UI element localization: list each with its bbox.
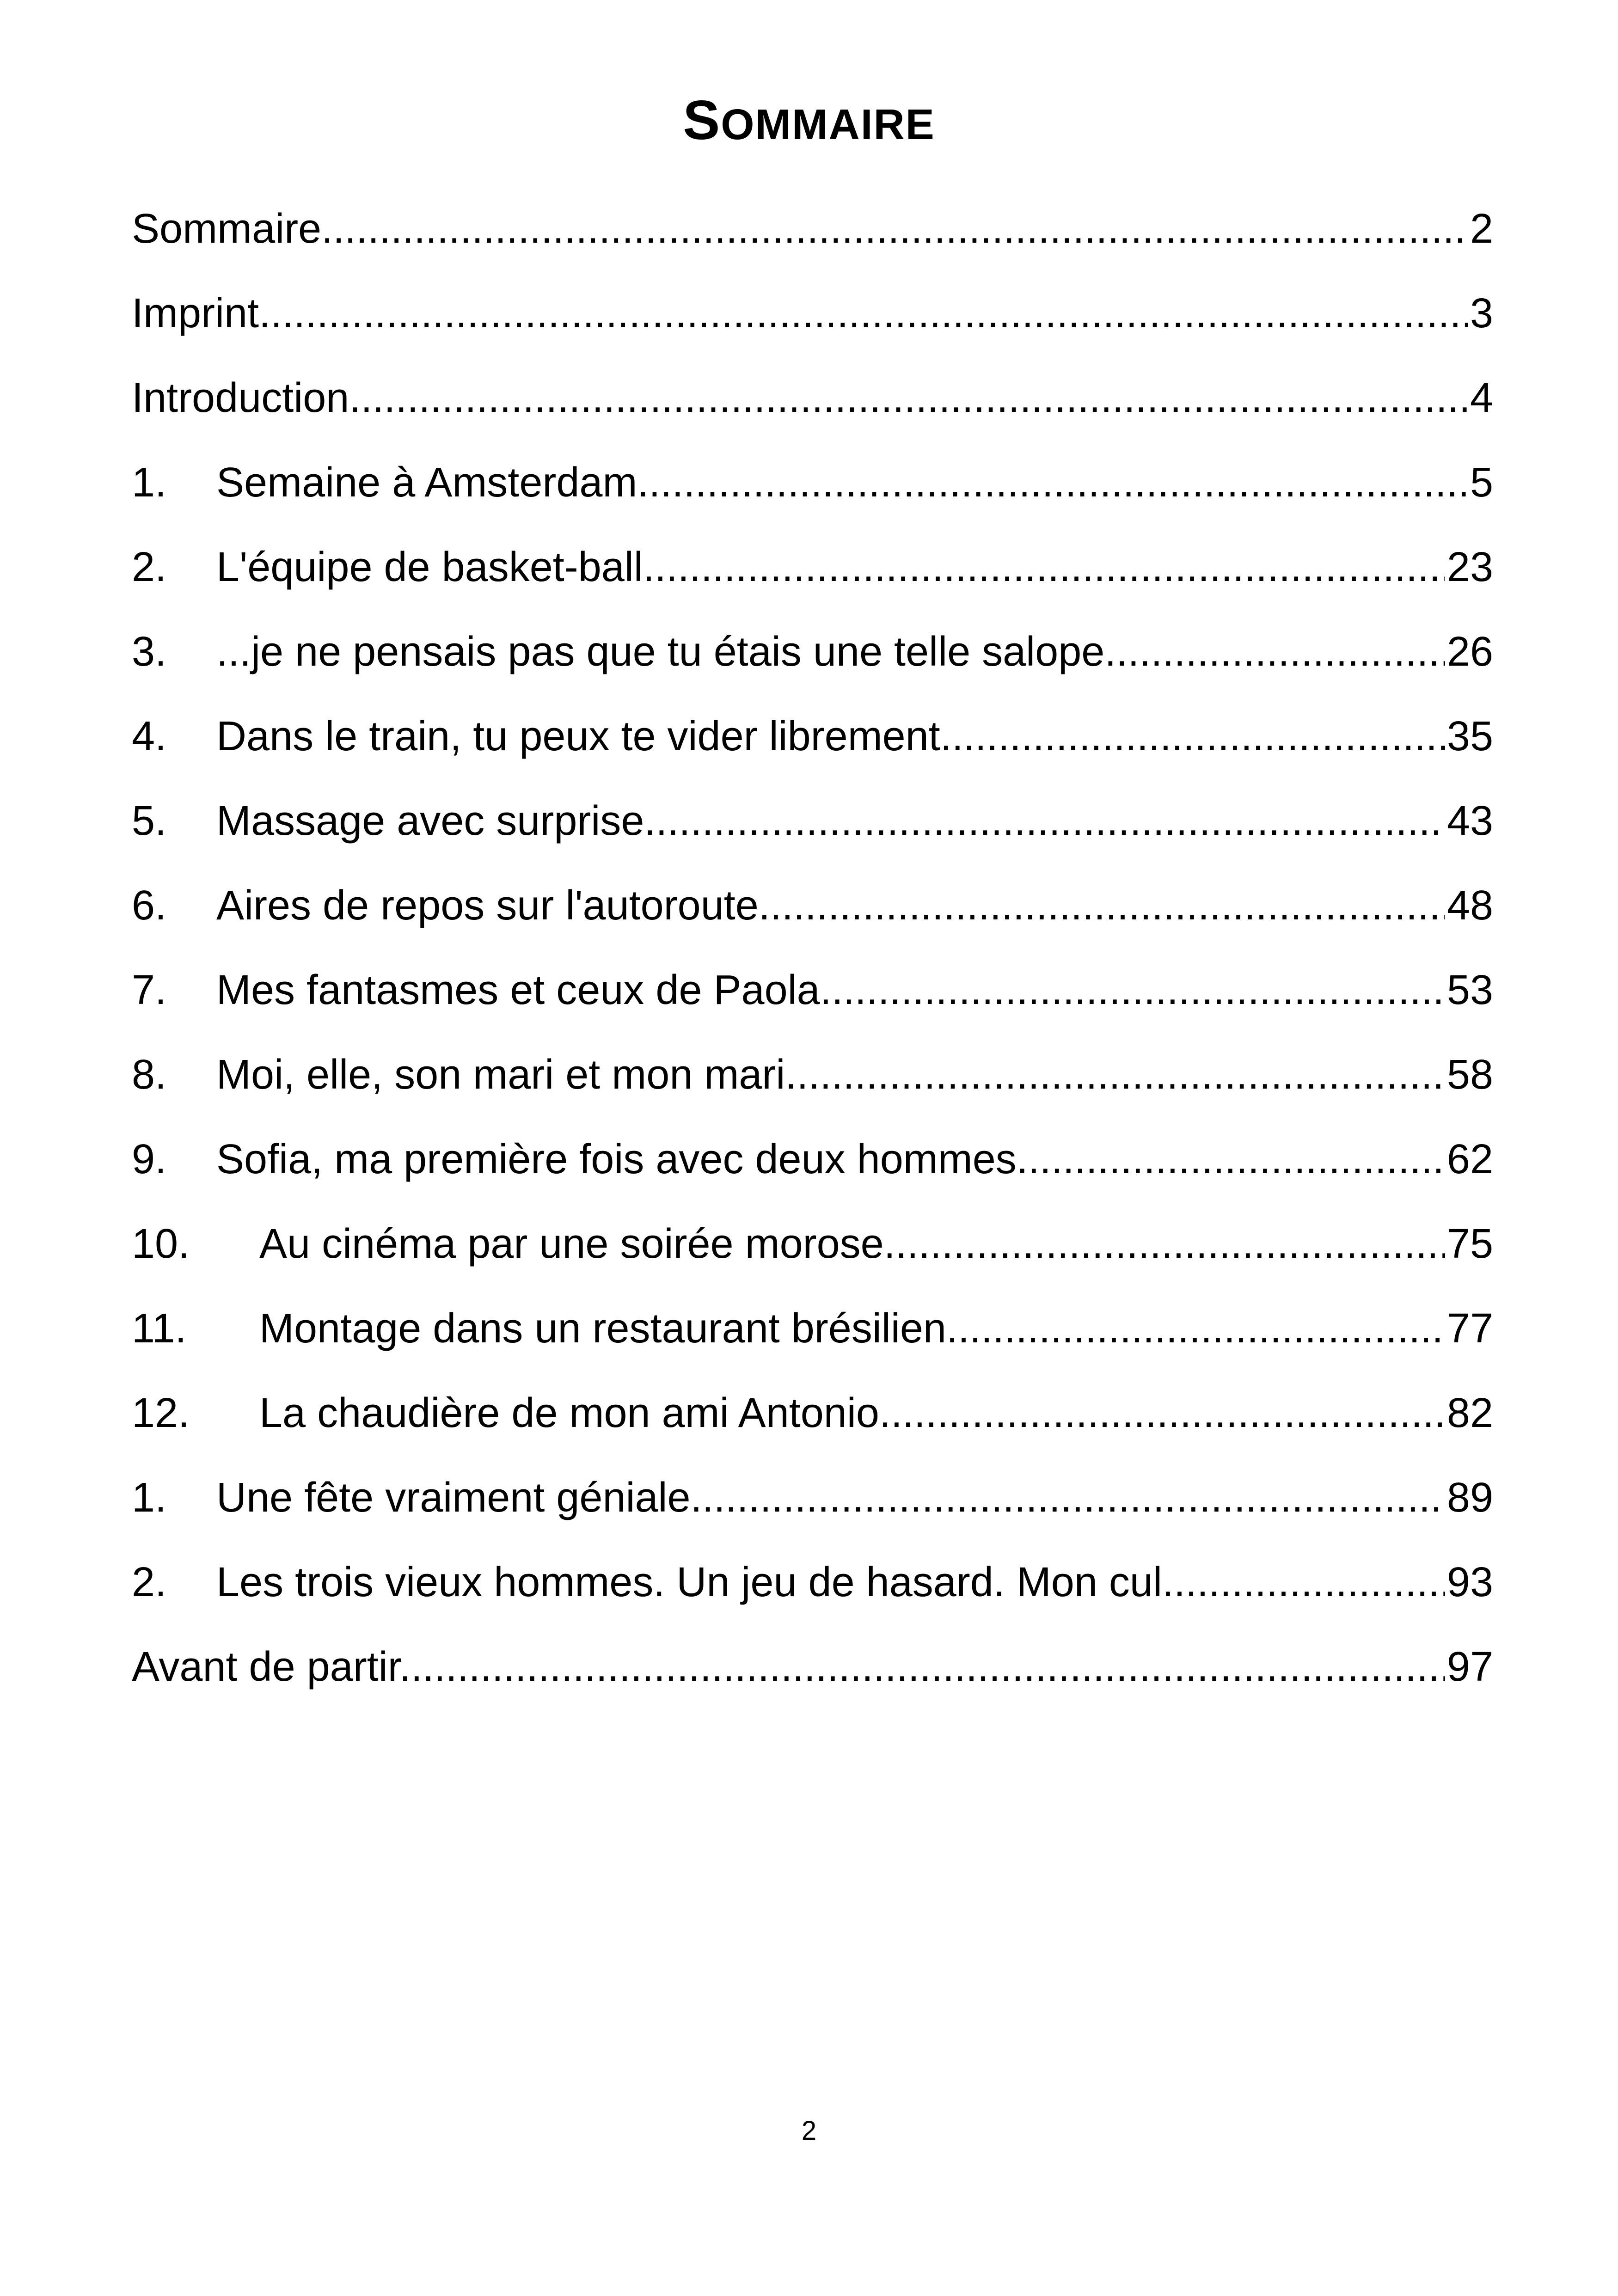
- toc-entry-title: Massage avec surprise: [216, 796, 644, 846]
- toc-entry-number: 10.: [132, 1221, 190, 1267]
- toc-entry-title: Avant de partir...: [132, 1641, 434, 1692]
- toc-entry-page: 23: [1445, 542, 1493, 593]
- toc-entry-number: 8.: [132, 1052, 167, 1098]
- toc-entry-number: 9.: [132, 1136, 167, 1182]
- toc-dot-leader: [1017, 1134, 1445, 1185]
- toc-entry-number: 2.: [132, 544, 167, 590]
- toc-entry-title: Aires de repos sur l'autoroute: [216, 880, 759, 931]
- toc-entry-title: ...je ne pensais pas que tu étais une telle salope: [216, 626, 1104, 677]
- toc-entry-number: 11.: [132, 1305, 187, 1352]
- toc-entry-page: 4: [1468, 373, 1493, 423]
- toc-entry-page: 35: [1445, 711, 1493, 762]
- toc-dot-leader: [691, 1472, 1445, 1523]
- toc-entry[interactable]: [132, 1303, 1493, 1388]
- toc-entry[interactable]: [132, 1641, 1493, 1726]
- toc-entry-title: Sommaire: [132, 203, 321, 254]
- toc-entry[interactable]: [132, 203, 1493, 288]
- toc-entry-number: 7.: [132, 967, 167, 1013]
- toc-entry-number: 1.: [132, 459, 167, 506]
- toc-dot-leader: [259, 288, 1468, 339]
- toc-entry-title: Montage dans un restaurant brésilien: [259, 1303, 946, 1354]
- toc-entry-number: 4.: [132, 713, 167, 759]
- toc-entry-number: 1.: [132, 1475, 167, 1521]
- toc-entry-page: 48: [1445, 880, 1493, 931]
- toc-entry-page: 26: [1445, 626, 1493, 677]
- toc-entry-title: Les trois vieux hommes. Un jeu de hasard. Mon cul: [216, 1557, 1162, 1608]
- toc-entry-page: 93: [1445, 1557, 1493, 1608]
- page-title: [0, 88, 1618, 157]
- toc-entry-number: 3.: [132, 629, 167, 675]
- toc-entry-page: 53: [1445, 965, 1493, 1016]
- toc-entry[interactable]: [132, 373, 1493, 457]
- toc-dot-leader: [643, 542, 1445, 593]
- toc-dot-leader: [946, 1303, 1445, 1354]
- toc-entry[interactable]: [132, 965, 1493, 1049]
- toc-entry-number: 6.: [132, 882, 167, 929]
- toc-dot-leader: [884, 1218, 1445, 1269]
- toc-entry[interactable]: [132, 1472, 1493, 1557]
- toc-dot-leader: [321, 203, 1468, 254]
- toc-entry[interactable]: [132, 1134, 1493, 1218]
- toc-dot-leader: [879, 1388, 1445, 1439]
- toc-entry-page: 89: [1445, 1472, 1493, 1523]
- toc-entry-page: 43: [1445, 796, 1493, 846]
- toc-entry[interactable]: [132, 1218, 1493, 1303]
- toc-dot-leader: [785, 1049, 1445, 1100]
- toc-dot-leader: [987, 711, 1445, 762]
- toc-dot-leader: [434, 1641, 1445, 1692]
- toc-entry[interactable]: [132, 880, 1493, 965]
- toc-entry-title: Moi, elle, son mari et mon mari: [216, 1049, 785, 1100]
- toc-dot-leader: [637, 457, 1468, 508]
- toc-entry-title: Introduction: [132, 373, 349, 423]
- toc-entry-title: La chaudière de mon ami Antonio: [259, 1388, 879, 1439]
- toc-entry-title: Au cinéma par une soirée morose: [259, 1218, 884, 1269]
- toc-entry-number: 5.: [132, 798, 167, 844]
- toc-entry-title: Sofia, ma première fois avec deux hommes: [216, 1134, 1017, 1185]
- toc-entry[interactable]: [132, 457, 1493, 542]
- toc-dot-leader: [1104, 626, 1445, 677]
- toc-entry[interactable]: [132, 288, 1493, 373]
- toc-entry-title: Dans le train, tu peux te vider librement....: [216, 711, 987, 762]
- toc-entry-page: 75: [1445, 1218, 1493, 1269]
- page-number: 2: [801, 2116, 817, 2146]
- toc-entry-title: L'équipe de basket-ball: [216, 542, 643, 593]
- toc-entry-page: 82: [1445, 1388, 1493, 1439]
- page-title-rest: OMMAIRE: [721, 100, 935, 148]
- toc-entry[interactable]: [132, 1049, 1493, 1134]
- toc-dot-leader: [644, 796, 1445, 846]
- toc-entry-page: 62: [1445, 1134, 1493, 1185]
- table-of-contents: [132, 203, 1493, 1726]
- toc-dot-leader: [759, 880, 1445, 931]
- toc-entry-title: Une fête vraiment géniale: [216, 1472, 691, 1523]
- toc-entry-page: 77: [1445, 1303, 1493, 1354]
- toc-entry-page: 3: [1468, 288, 1493, 339]
- toc-entry-page: 5: [1468, 457, 1493, 508]
- toc-entry-number: 12.: [132, 1390, 190, 1436]
- toc-entry-title: Imprint: [132, 288, 259, 339]
- page-title-initial: S: [683, 89, 721, 151]
- toc-entry-page: 97: [1445, 1641, 1493, 1692]
- toc-entry[interactable]: [132, 711, 1493, 796]
- toc-entry-title: Semaine à Amsterdam: [216, 457, 637, 508]
- toc-entry-page: 58: [1445, 1049, 1493, 1100]
- toc-dot-leader: [1162, 1557, 1445, 1608]
- toc-entry[interactable]: [132, 626, 1493, 711]
- toc-entry[interactable]: [132, 1557, 1493, 1641]
- toc-entry-number: 2.: [132, 1559, 167, 1605]
- toc-entry[interactable]: [132, 542, 1493, 626]
- toc-dot-leader: [349, 373, 1468, 423]
- toc-entry[interactable]: [132, 796, 1493, 880]
- toc-entry[interactable]: [132, 1388, 1493, 1472]
- toc-entry-page: 2: [1468, 203, 1493, 254]
- toc-entry-title: Mes fantasmes et ceux de Paola: [216, 965, 820, 1016]
- toc-dot-leader: [820, 965, 1445, 1016]
